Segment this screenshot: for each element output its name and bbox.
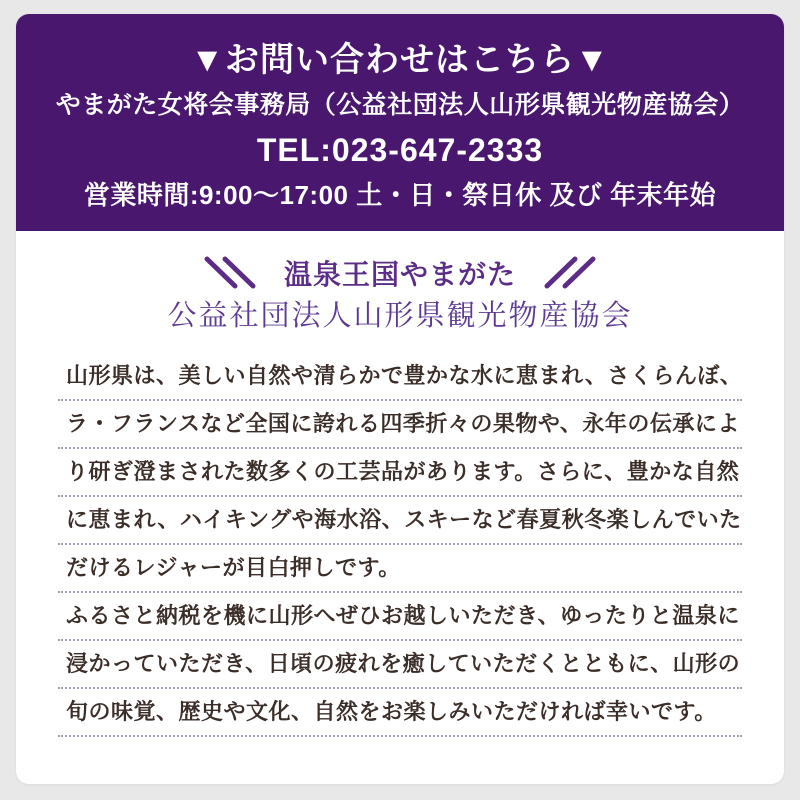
paragraph-line: り研ぎ澄まされた数多くの工芸品があります。さらに、豊かな自然	[58, 449, 742, 497]
paragraph-line: ラ・フランスなど全国に誇れる四季折々の果物や、永年の伝承によ	[58, 401, 742, 449]
paragraph-line: に恵まれ、ハイキングや海水浴、スキーなど春夏秋冬楽しんでいた	[58, 497, 742, 545]
organization-name: 公益社団法人山形県観光物産協会	[167, 300, 633, 332]
contact-header	[16, 14, 784, 231]
info-card	[16, 14, 784, 784]
contact-title: ▼お問い合わせはこちら▼	[190, 40, 610, 79]
double-slash-icon	[542, 254, 598, 292]
double-backslash-icon	[202, 254, 258, 292]
catchphrase-row	[16, 255, 784, 291]
paragraph-line: 旬の味覚、歴史や文化、自然をお楽しみいただければ幸いです。	[58, 689, 742, 737]
paragraph-line: 浸かっていただき、日頃の疲れを癒していただくとともに、山形の	[58, 641, 742, 689]
contact-phone-number: TEL:023-647-2333	[256, 131, 544, 168]
contact-office-name: やまがた女将会事務局（公益社団法人山形県観光物産協会）	[55, 90, 745, 119]
paragraph-line: だけるレジャーが目白押しです。	[58, 545, 742, 593]
intro-paragraph	[58, 353, 742, 737]
paragraph-line: 山形県は、美しい自然や清らかで豊かな水に恵まれ、さくらんぼ、	[58, 353, 742, 401]
catchphrase-text: 温泉王国やまがた	[283, 259, 516, 290]
contact-business-hours: 営業時間:9:00〜17:00 土・日・祭日休 及び 年末年始	[83, 179, 717, 210]
paragraph-line: ふるさと納税を機に山形へぜひお越しいただき、ゆったりと温泉に	[58, 593, 742, 641]
